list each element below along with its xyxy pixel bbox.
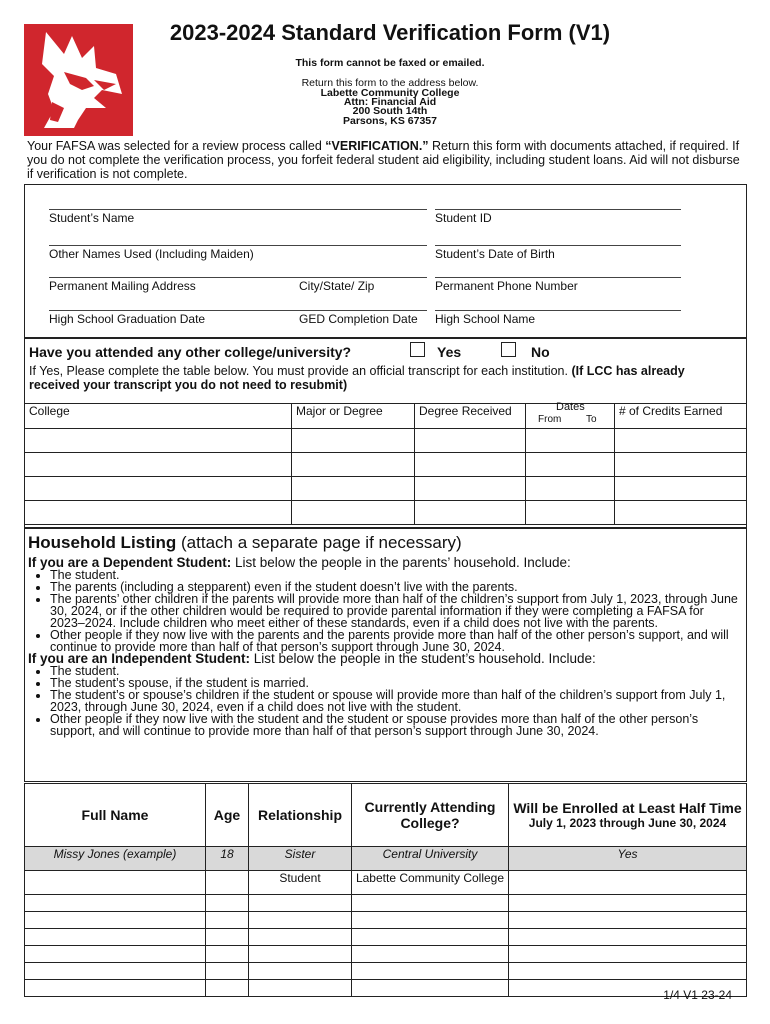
college-cell[interactable]: [25, 477, 292, 501]
table-row: [25, 929, 747, 946]
dob-line[interactable]: [435, 245, 681, 246]
enrolled-cell[interactable]: [509, 912, 747, 929]
address-line[interactable]: [49, 277, 427, 278]
college-cell[interactable]: [25, 501, 292, 525]
name-cell[interactable]: [25, 963, 206, 980]
list-item: • The student.: [50, 569, 740, 581]
attending-cell[interactable]: [352, 980, 509, 997]
age-header: Age: [206, 784, 249, 847]
college-question: Have you attended any other college/university?: [29, 344, 352, 360]
dates-cell[interactable]: [526, 453, 615, 477]
relationship-header: Relationship: [249, 784, 352, 847]
student-id-label: Student ID: [435, 211, 492, 225]
name-cell[interactable]: [25, 980, 206, 997]
enrolled-title: Will be Enrolled at Least Half Time: [513, 800, 742, 816]
name-cell[interactable]: [25, 895, 206, 912]
table-row: [25, 895, 747, 912]
city-state-zip-label: City/State/ Zip: [299, 279, 375, 293]
degree-cell[interactable]: [415, 429, 526, 453]
major-cell[interactable]: [292, 429, 415, 453]
college-header: College: [25, 404, 292, 429]
dates-cell[interactable]: [526, 501, 615, 525]
attending-header: Currently Attending College?: [352, 784, 509, 847]
college-row: [25, 429, 747, 453]
enrolled-cell: Yes: [509, 847, 747, 871]
degree-cell[interactable]: [415, 453, 526, 477]
independent-list: [28, 665, 740, 737]
relationship-cell[interactable]: [249, 895, 352, 912]
name-cell[interactable]: [25, 929, 206, 946]
student-name-label: Student’s Name: [49, 211, 135, 225]
degree-cell[interactable]: [415, 501, 526, 525]
from-label: From: [538, 414, 562, 425]
yes-checkbox[interactable]: [410, 342, 425, 357]
enrolled-cell[interactable]: [509, 929, 747, 946]
college-row: [25, 501, 747, 525]
enrolled-cell[interactable]: [509, 895, 747, 912]
dates-header: [526, 401, 615, 429]
dates-label: Dates: [556, 401, 585, 413]
other-names-label: Other Names Used (Including Maiden): [49, 247, 254, 261]
name-cell[interactable]: [25, 946, 206, 963]
college-instruction: [29, 364, 719, 392]
hs-name-line[interactable]: [435, 310, 681, 311]
list-item: • The parents’ other children if the parents will provide more than half of the children’s support from July 1, 2023, through June 30, 2024, or if the other children would be required to provide parental information if they were completing a FAFSA for 2023–2024. Include children who meet either of these standards, even if a child does not live with the parents.: [50, 593, 740, 629]
table-row: [25, 946, 747, 963]
attending-cell[interactable]: [352, 929, 509, 946]
credits-cell[interactable]: [615, 501, 747, 525]
table-row: [25, 912, 747, 929]
example-row: [25, 847, 747, 871]
relationship-cell[interactable]: [249, 963, 352, 980]
intro-text: Your FAFSA was selected for a review process called: [27, 139, 326, 153]
hs-grad-line[interactable]: [49, 310, 427, 311]
address-line-2: Attn: Financial Aid: [343, 96, 437, 108]
form-title: 2023-2024 Standard Verification Form (V1): [169, 20, 611, 45]
return-line: Return this form to the address below.: [301, 77, 479, 89]
list-item: • Other people if they now live with the student and the student or spouse provides more than half of the other person’s support, and will continue to provide more than half of that person’s support through June 30, 2024.: [50, 713, 740, 737]
age-cell[interactable]: [206, 895, 249, 912]
no-checkbox[interactable]: [501, 342, 516, 357]
list-item: • The student’s spouse, if the student is married.: [50, 677, 740, 689]
relationship-cell: Sister: [249, 847, 352, 871]
age-cell[interactable]: [206, 912, 249, 929]
name-cell[interactable]: [25, 912, 206, 929]
enrolled-subtitle: July 1, 2023 through June 30, 2024: [528, 816, 727, 830]
independent-rest: List below the people in the student’s household. Include:: [250, 651, 596, 666]
major-cell[interactable]: [292, 501, 415, 525]
list-item: • The student.: [50, 665, 740, 677]
fax-notice: This form cannot be faxed or emailed.: [295, 57, 485, 69]
degree-cell[interactable]: [415, 477, 526, 501]
ged-date-label: GED Completion Date: [299, 312, 418, 326]
list-item: • Other people if they now live with the parents and the parents provide more than half of the other person’s support, and will continue to provide more than half of that person’s support through June 30, 2024.: [50, 629, 740, 653]
independent-heading: [28, 653, 740, 665]
household-heading-bold: Household Listing: [28, 533, 177, 552]
household-box: [24, 528, 747, 782]
address-line-3: 200 South 14th: [352, 105, 428, 117]
attending-cell[interactable]: [352, 963, 509, 980]
instruction-bold: (If LCC has already received your transcript you do not need to resubmit): [29, 364, 685, 392]
attending-cell[interactable]: Labette Community College: [352, 871, 509, 895]
dob-label: Student’s Date of Birth: [435, 247, 555, 261]
name-cell: Missy Jones (example): [25, 847, 206, 871]
college-table: [24, 403, 747, 525]
phone-line[interactable]: [435, 277, 681, 278]
age-cell: 18: [206, 847, 249, 871]
attending-cell[interactable]: [352, 946, 509, 963]
dependent-list: [28, 569, 740, 653]
credits-header: # of Credits Earned: [615, 404, 747, 429]
age-cell[interactable]: [206, 963, 249, 980]
college-cell[interactable]: [25, 429, 292, 453]
enrolled-cell[interactable]: [509, 946, 747, 963]
attending-cell[interactable]: [352, 912, 509, 929]
instruction-text: If Yes, Please complete the table below. You must provide an official transcript for each institution.: [29, 364, 572, 378]
age-cell[interactable]: [206, 946, 249, 963]
enrolled-cell[interactable]: [509, 963, 747, 980]
household-heading: [28, 533, 462, 553]
enrolled-cell[interactable]: [509, 871, 747, 895]
attending-cell[interactable]: [352, 895, 509, 912]
attending-cell: Central University: [352, 847, 509, 871]
relationship-cell[interactable]: [249, 912, 352, 929]
college-section-box: [24, 338, 747, 528]
credits-cell[interactable]: [615, 477, 747, 501]
college-row: [25, 453, 747, 477]
page-footer: 1/4 V1 23-24: [663, 988, 732, 1002]
table-row: [25, 871, 747, 895]
dependent-rest: List below the people in the parents’ household. Include:: [231, 555, 571, 570]
dependent-bold: If you are a Dependent Student:: [28, 555, 232, 570]
major-cell[interactable]: [292, 477, 415, 501]
hs-name-label: High School Name: [435, 312, 536, 326]
no-label: No: [531, 344, 550, 360]
student-id-line[interactable]: [435, 209, 681, 210]
age-cell[interactable]: [206, 871, 249, 895]
college-cell[interactable]: [25, 453, 292, 477]
table-row: [25, 963, 747, 980]
list-item: • The parents (including a stepparent) even if the student doesn’t live with the parents.: [50, 581, 740, 593]
dependent-heading: [28, 557, 740, 569]
intro-verification: “VERIFICATION.”: [325, 139, 429, 153]
independent-bold: If you are an Independent Student:: [28, 651, 251, 666]
household-instructions: [28, 557, 740, 737]
household-table: [24, 783, 747, 997]
major-header: Major or Degree: [292, 404, 415, 429]
intro-text-2: Return this form with documents attached, if required. If you do not complete the verification process, you forfeit federal student aid eligibility, including student loans. Aid will not disburse if verification is not complete.: [27, 139, 740, 181]
household-heading-rest: (attach a separate page if necessary): [176, 533, 462, 552]
major-cell[interactable]: [292, 453, 415, 477]
age-cell[interactable]: [206, 980, 249, 997]
mailing-address-label: Permanent Mailing Address: [49, 279, 196, 293]
name-cell[interactable]: [25, 871, 206, 895]
other-names-line[interactable]: [49, 245, 427, 246]
list-item: • The student’s or spouse’s children if the student or spouse will provide more than half of the children’s support from July 1, 2023, through June 30, 2024, even if a child does not live with the student.: [50, 689, 740, 713]
college-row: [25, 477, 747, 501]
address-line-4: Parsons, KS 67357: [343, 115, 437, 127]
table-row: [25, 980, 747, 997]
cardinal-logo: [24, 24, 133, 136]
relationship-cell[interactable]: Student: [249, 871, 352, 895]
relationship-cell[interactable]: [249, 980, 352, 997]
credits-cell[interactable]: [615, 453, 747, 477]
address-line-1: Labette Community College: [320, 87, 460, 99]
age-cell[interactable]: [206, 929, 249, 946]
relationship-cell[interactable]: [249, 929, 352, 946]
yes-label: Yes: [437, 344, 462, 360]
credits-cell[interactable]: [615, 429, 747, 453]
dates-cell[interactable]: [526, 429, 615, 453]
enrolled-header: [509, 784, 747, 847]
dates-cell[interactable]: [526, 477, 615, 501]
phone-label: Permanent Phone Number: [435, 279, 578, 293]
to-label: To: [586, 414, 597, 425]
student-name-line[interactable]: [49, 209, 427, 210]
hs-grad-date-label: High School Graduation Date: [49, 312, 206, 326]
degree-header: Degree Received: [415, 404, 526, 429]
student-info-box: [24, 184, 747, 338]
relationship-cell[interactable]: [249, 946, 352, 963]
full-name-header: Full Name: [25, 784, 206, 847]
intro-paragraph: [27, 139, 743, 181]
